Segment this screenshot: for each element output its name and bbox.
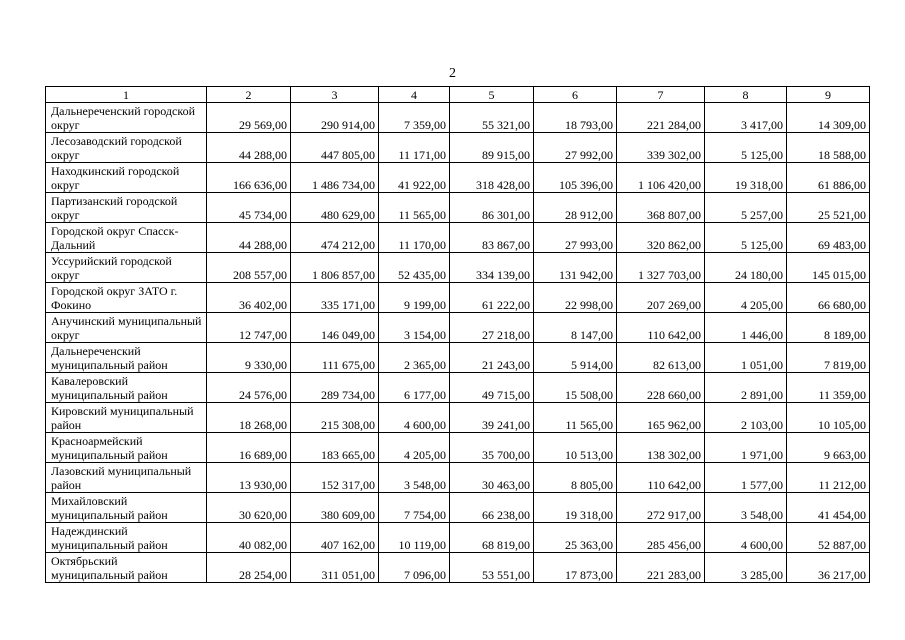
table-row bbox=[46, 463, 870, 493]
value-cell: 407 162,00 bbox=[291, 523, 379, 553]
value-cell: 1 327 703,00 bbox=[617, 253, 705, 283]
value-cell: 11 170,00 bbox=[379, 223, 450, 253]
value-cell: 61 222,00 bbox=[450, 283, 534, 313]
value-cell: 61 886,00 bbox=[787, 163, 870, 193]
value-cell: 11 565,00 bbox=[534, 403, 617, 433]
value-cell: 13 930,00 bbox=[207, 463, 291, 493]
value-cell: 183 665,00 bbox=[291, 433, 379, 463]
table-row bbox=[46, 343, 870, 373]
table-row bbox=[46, 493, 870, 523]
value-cell: 9 330,00 bbox=[207, 343, 291, 373]
page-number: 2 bbox=[449, 66, 456, 81]
value-cell: 1 971,00 bbox=[705, 433, 787, 463]
column-header: 4 bbox=[379, 87, 450, 103]
value-cell: 285 456,00 bbox=[617, 523, 705, 553]
municipality-name-cell: Кавалеровский муниципальный район bbox=[46, 373, 207, 403]
value-cell: 1 106 420,00 bbox=[617, 163, 705, 193]
value-cell: 86 301,00 bbox=[450, 193, 534, 223]
value-cell: 24 180,00 bbox=[705, 253, 787, 283]
value-cell: 272 917,00 bbox=[617, 493, 705, 523]
value-cell: 368 807,00 bbox=[617, 193, 705, 223]
value-cell: 8 147,00 bbox=[534, 313, 617, 343]
value-cell: 21 243,00 bbox=[450, 343, 534, 373]
municipality-name-cell: Октябрьский муниципальный район bbox=[46, 553, 207, 583]
value-cell: 1 486 734,00 bbox=[291, 163, 379, 193]
value-cell: 11 565,00 bbox=[379, 193, 450, 223]
table-row bbox=[46, 133, 870, 163]
value-cell: 69 483,00 bbox=[787, 223, 870, 253]
value-cell: 4 600,00 bbox=[705, 523, 787, 553]
table-row bbox=[46, 193, 870, 223]
value-cell: 18 268,00 bbox=[207, 403, 291, 433]
value-cell: 27 218,00 bbox=[450, 313, 534, 343]
value-cell: 5 257,00 bbox=[705, 193, 787, 223]
value-cell: 44 288,00 bbox=[207, 133, 291, 163]
value-cell: 5 914,00 bbox=[534, 343, 617, 373]
value-cell: 7 754,00 bbox=[379, 493, 450, 523]
value-cell: 5 125,00 bbox=[705, 223, 787, 253]
value-cell: 10 513,00 bbox=[534, 433, 617, 463]
value-cell: 447 805,00 bbox=[291, 133, 379, 163]
municipality-name-cell: Надеждинский муниципальный район bbox=[46, 523, 207, 553]
value-cell: 41 922,00 bbox=[379, 163, 450, 193]
value-cell: 66 238,00 bbox=[450, 493, 534, 523]
value-cell: 19 318,00 bbox=[705, 163, 787, 193]
table-row bbox=[46, 403, 870, 433]
value-cell: 221 283,00 bbox=[617, 553, 705, 583]
table-row bbox=[46, 253, 870, 283]
municipality-name-cell: Партизанский городской округ bbox=[46, 193, 207, 223]
value-cell: 165 962,00 bbox=[617, 403, 705, 433]
value-cell: 318 428,00 bbox=[450, 163, 534, 193]
value-cell: 68 819,00 bbox=[450, 523, 534, 553]
value-cell: 2 891,00 bbox=[705, 373, 787, 403]
municipality-name-cell: Лесозаводский городской округ bbox=[46, 133, 207, 163]
value-cell: 110 642,00 bbox=[617, 313, 705, 343]
value-cell: 1 806 857,00 bbox=[291, 253, 379, 283]
value-cell: 4 205,00 bbox=[705, 283, 787, 313]
value-cell: 334 139,00 bbox=[450, 253, 534, 283]
value-cell: 1 051,00 bbox=[705, 343, 787, 373]
municipality-name-cell: Дальнереченский городской округ bbox=[46, 103, 207, 133]
value-cell: 3 548,00 bbox=[379, 463, 450, 493]
value-cell: 380 609,00 bbox=[291, 493, 379, 523]
value-cell: 152 317,00 bbox=[291, 463, 379, 493]
value-cell: 35 700,00 bbox=[450, 433, 534, 463]
value-cell: 52 435,00 bbox=[379, 253, 450, 283]
value-cell: 9 663,00 bbox=[787, 433, 870, 463]
column-header: 7 bbox=[617, 87, 705, 103]
column-header: 8 bbox=[705, 87, 787, 103]
value-cell: 320 862,00 bbox=[617, 223, 705, 253]
value-cell: 10 119,00 bbox=[379, 523, 450, 553]
value-cell: 82 613,00 bbox=[617, 343, 705, 373]
value-cell: 215 308,00 bbox=[291, 403, 379, 433]
table-row bbox=[46, 223, 870, 253]
value-cell: 2 103,00 bbox=[705, 403, 787, 433]
value-cell: 22 998,00 bbox=[534, 283, 617, 313]
value-cell: 7 096,00 bbox=[379, 553, 450, 583]
table-body bbox=[46, 103, 870, 583]
value-cell: 40 082,00 bbox=[207, 523, 291, 553]
municipality-name-cell: Уссурийский городской округ bbox=[46, 253, 207, 283]
value-cell: 36 217,00 bbox=[787, 553, 870, 583]
value-cell: 16 689,00 bbox=[207, 433, 291, 463]
value-cell: 27 992,00 bbox=[534, 133, 617, 163]
column-header: 1 bbox=[46, 87, 207, 103]
value-cell: 3 417,00 bbox=[705, 103, 787, 133]
value-cell: 2 365,00 bbox=[379, 343, 450, 373]
municipality-name-cell: Городской округ Спасск-Дальний bbox=[46, 223, 207, 253]
value-cell: 53 551,00 bbox=[450, 553, 534, 583]
value-cell: 221 284,00 bbox=[617, 103, 705, 133]
value-cell: 111 675,00 bbox=[291, 343, 379, 373]
value-cell: 289 734,00 bbox=[291, 373, 379, 403]
table-row bbox=[46, 373, 870, 403]
value-cell: 138 302,00 bbox=[617, 433, 705, 463]
table-row bbox=[46, 103, 870, 133]
value-cell: 28 912,00 bbox=[534, 193, 617, 223]
value-cell: 11 212,00 bbox=[787, 463, 870, 493]
value-cell: 36 402,00 bbox=[207, 283, 291, 313]
value-cell: 4 600,00 bbox=[379, 403, 450, 433]
value-cell: 55 321,00 bbox=[450, 103, 534, 133]
value-cell: 83 867,00 bbox=[450, 223, 534, 253]
value-cell: 45 734,00 bbox=[207, 193, 291, 223]
value-cell: 339 302,00 bbox=[617, 133, 705, 163]
table-row bbox=[46, 283, 870, 313]
column-header: 9 bbox=[787, 87, 870, 103]
value-cell: 28 254,00 bbox=[207, 553, 291, 583]
value-cell: 8 189,00 bbox=[787, 313, 870, 343]
value-cell: 4 205,00 bbox=[379, 433, 450, 463]
value-cell: 24 576,00 bbox=[207, 373, 291, 403]
value-cell: 290 914,00 bbox=[291, 103, 379, 133]
value-cell: 18 793,00 bbox=[534, 103, 617, 133]
value-cell: 208 557,00 bbox=[207, 253, 291, 283]
column-header: 3 bbox=[291, 87, 379, 103]
value-cell: 1 446,00 bbox=[705, 313, 787, 343]
value-cell: 14 309,00 bbox=[787, 103, 870, 133]
municipality-name-cell: Кировский муниципальный район bbox=[46, 403, 207, 433]
value-cell: 49 715,00 bbox=[450, 373, 534, 403]
data-table bbox=[45, 86, 870, 583]
value-cell: 6 177,00 bbox=[379, 373, 450, 403]
value-cell: 8 805,00 bbox=[534, 463, 617, 493]
value-cell: 131 942,00 bbox=[534, 253, 617, 283]
value-cell: 7 359,00 bbox=[379, 103, 450, 133]
value-cell: 19 318,00 bbox=[534, 493, 617, 523]
value-cell: 41 454,00 bbox=[787, 493, 870, 523]
value-cell: 52 887,00 bbox=[787, 523, 870, 553]
value-cell: 11 171,00 bbox=[379, 133, 450, 163]
value-cell: 17 873,00 bbox=[534, 553, 617, 583]
value-cell: 1 577,00 bbox=[705, 463, 787, 493]
value-cell: 44 288,00 bbox=[207, 223, 291, 253]
table-row bbox=[46, 163, 870, 193]
municipality-name-cell: Дальнереченский муниципальный район bbox=[46, 343, 207, 373]
municipality-name-cell: Лазовский муниципальный район bbox=[46, 463, 207, 493]
value-cell: 27 993,00 bbox=[534, 223, 617, 253]
municipality-name-cell: Михайловский муниципальный район bbox=[46, 493, 207, 523]
table-row bbox=[46, 523, 870, 553]
value-cell: 311 051,00 bbox=[291, 553, 379, 583]
value-cell: 15 508,00 bbox=[534, 373, 617, 403]
value-cell: 66 680,00 bbox=[787, 283, 870, 313]
value-cell: 29 569,00 bbox=[207, 103, 291, 133]
table-row bbox=[46, 313, 870, 343]
column-header: 5 bbox=[450, 87, 534, 103]
value-cell: 25 521,00 bbox=[787, 193, 870, 223]
value-cell: 145 015,00 bbox=[787, 253, 870, 283]
table-row bbox=[46, 553, 870, 583]
value-cell: 110 642,00 bbox=[617, 463, 705, 493]
value-cell: 89 915,00 bbox=[450, 133, 534, 163]
value-cell: 146 049,00 bbox=[291, 313, 379, 343]
value-cell: 335 171,00 bbox=[291, 283, 379, 313]
value-cell: 12 747,00 bbox=[207, 313, 291, 343]
column-header: 6 bbox=[534, 87, 617, 103]
value-cell: 11 359,00 bbox=[787, 373, 870, 403]
value-cell: 207 269,00 bbox=[617, 283, 705, 313]
value-cell: 39 241,00 bbox=[450, 403, 534, 433]
value-cell: 105 396,00 bbox=[534, 163, 617, 193]
value-cell: 18 588,00 bbox=[787, 133, 870, 163]
municipality-name-cell: Красноармейский муниципальный район bbox=[46, 433, 207, 463]
value-cell: 3 548,00 bbox=[705, 493, 787, 523]
value-cell: 166 636,00 bbox=[207, 163, 291, 193]
value-cell: 3 154,00 bbox=[379, 313, 450, 343]
header-row bbox=[46, 87, 870, 103]
value-cell: 30 620,00 bbox=[207, 493, 291, 523]
municipality-name-cell: Городской округ ЗАТО г. Фокино bbox=[46, 283, 207, 313]
table-row bbox=[46, 433, 870, 463]
value-cell: 228 660,00 bbox=[617, 373, 705, 403]
value-cell: 25 363,00 bbox=[534, 523, 617, 553]
value-cell: 30 463,00 bbox=[450, 463, 534, 493]
value-cell: 7 819,00 bbox=[787, 343, 870, 373]
municipality-name-cell: Анучинский муниципальный округ bbox=[46, 313, 207, 343]
value-cell: 10 105,00 bbox=[787, 403, 870, 433]
value-cell: 5 125,00 bbox=[705, 133, 787, 163]
municipality-name-cell: Находкинский городской округ bbox=[46, 163, 207, 193]
value-cell: 9 199,00 bbox=[379, 283, 450, 313]
value-cell: 480 629,00 bbox=[291, 193, 379, 223]
value-cell: 474 212,00 bbox=[291, 223, 379, 253]
column-header: 2 bbox=[207, 87, 291, 103]
value-cell: 3 285,00 bbox=[705, 553, 787, 583]
